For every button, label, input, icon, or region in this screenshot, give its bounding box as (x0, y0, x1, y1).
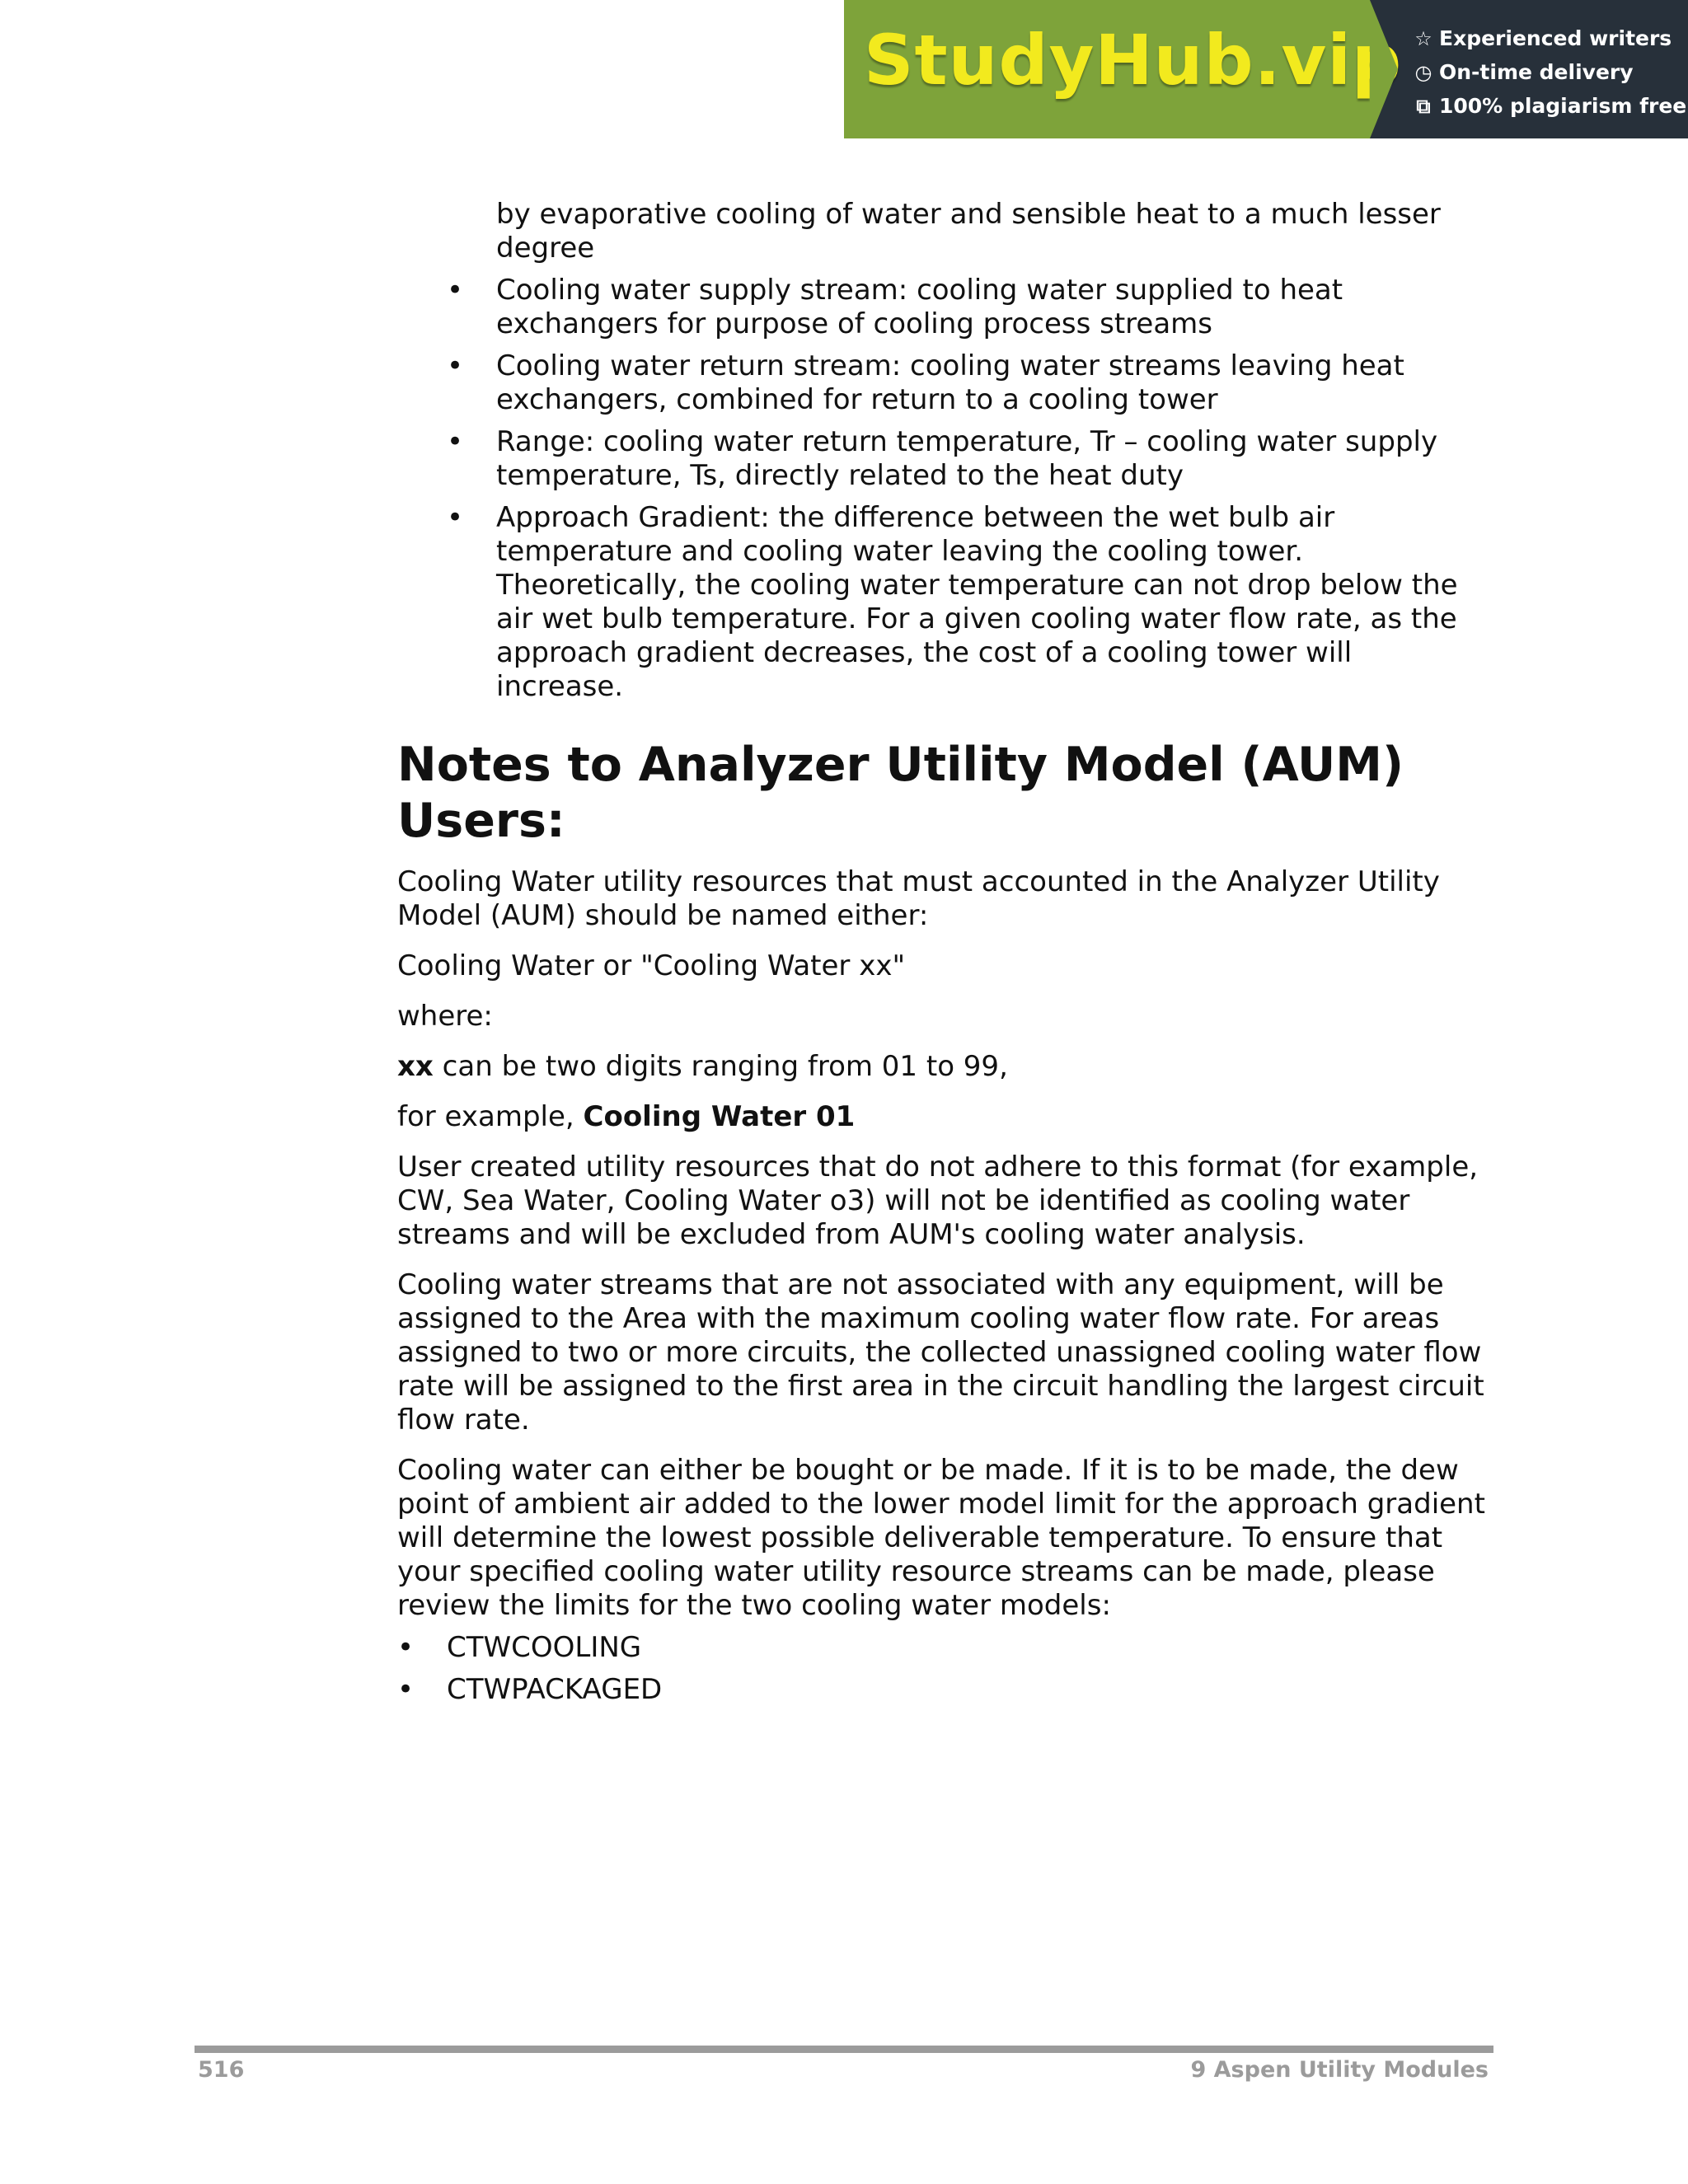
page-number: 516 (198, 2057, 245, 2083)
list-item-text: CTWPACKAGED (447, 1673, 663, 1706)
paragraph-text: for example, (397, 1100, 584, 1133)
bullet-icon: • (447, 274, 464, 307)
feature-label: Experienced writers (1439, 26, 1672, 50)
star-icon: ☆ (1414, 26, 1432, 50)
list-item (397, 349, 1485, 417)
feature-label: 100% plagiarism free (1439, 94, 1687, 118)
list-item-text: Cooling water supply stream: cooling water supplied to heat exchangers for purpose of cooling process streams (496, 274, 1343, 340)
feature-on-time-delivery (1411, 55, 1688, 89)
paragraph-text: can be two digits ranging from 01 to 99, (433, 1050, 1008, 1083)
list-item (397, 1673, 1485, 1707)
bullet-icon: • (397, 1631, 415, 1664)
paragraph (397, 1050, 1485, 1084)
definitions-list (397, 274, 1485, 704)
feature-plagiarism-free (1411, 89, 1688, 123)
list-item-text: Cooling water return stream: cooling water streams leaving heat exchangers, combined for return to a cooling tower (496, 349, 1404, 416)
studyhub-logo: StudyHub.vip (864, 20, 1403, 101)
bullet-continuation: by evaporative cooling of water and sensible heat to a much lesser degree (496, 198, 1441, 265)
bullet-icon: • (447, 501, 464, 534)
list-item (397, 501, 1485, 704)
studyhub-banner[interactable] (844, 0, 1688, 138)
feature-label: On-time delivery (1439, 60, 1634, 84)
paragraph: Cooling water can either be bought or be made. If it is to be made, the dew point of ambient air added to the lower model limit for the approach gradient will determine the lowest possible deliverable temperature. To ensure that your specified cooling water utility resource streams can be made, please review the limits for the two cooling water models: (397, 1454, 1485, 1622)
footer-rule (195, 2046, 1493, 2053)
paragraph: Cooling Water utility resources that must accounted in the Analyzer Utility Model (AUM) should be named either: (397, 865, 1440, 932)
section-heading: Notes to Analyzer Utility Model (AUM) Users: (397, 738, 1404, 848)
paragraph: User created utility resources that do not adhere to this format (for example, CW, Sea Water, Cooling Water o3) will not be identified as cooling water streams and will be excluded from AUM's cooling water analysis. (397, 1151, 1479, 1251)
chapter-title: 9 Aspen Utility Modules (1190, 2057, 1489, 2083)
list-item-text: Range: cooling water return temperature, Tr – cooling water supply temperature, Ts, directly related to the heat duty (496, 425, 1438, 492)
page-content (397, 198, 1485, 1715)
copy-icon: ⧉ (1416, 94, 1431, 118)
models-list (397, 1631, 1485, 1707)
list-item (397, 274, 1485, 341)
paragraph: Cooling Water or "Cooling Water xx" (397, 949, 906, 982)
clock-icon: ◷ (1414, 60, 1432, 84)
banner-arrow (1370, 0, 1398, 138)
banner-logo-area (844, 0, 1403, 138)
paragraph (397, 1100, 1485, 1134)
list-item-text: Approach Gradient: the difference between the wet bulb air temperature and cooling water leaving the cooling tower. Theoretically, the cooling water temperature can not drop below the air wet bulb temperature. For a given cooling water flow rate, as the approach gradient decreases, the cost of a cooling tower will increase. (496, 501, 1458, 703)
bullet-icon: • (447, 349, 464, 382)
paragraph: where: (397, 1000, 493, 1033)
paragraph: Cooling water streams that are not associated with any equipment, will be assigned to the Area with the maximum cooling water flow rate. For areas assigned to two or more circuits, the collected unassigned cooling water flow rate will be assigned to the first area in the circuit handling the largest circuit flow rate. (397, 1268, 1484, 1436)
list-item-text: CTWCOOLING (447, 1631, 642, 1664)
list-item (397, 425, 1485, 493)
banner-features (1370, 0, 1688, 138)
list-item (397, 1631, 1485, 1665)
bold-example: Cooling Water 01 (583, 1100, 856, 1133)
bold-term: xx (397, 1050, 434, 1083)
feature-experienced-writers (1411, 21, 1688, 55)
bullet-icon: • (397, 1673, 415, 1706)
bullet-icon: • (447, 425, 464, 458)
